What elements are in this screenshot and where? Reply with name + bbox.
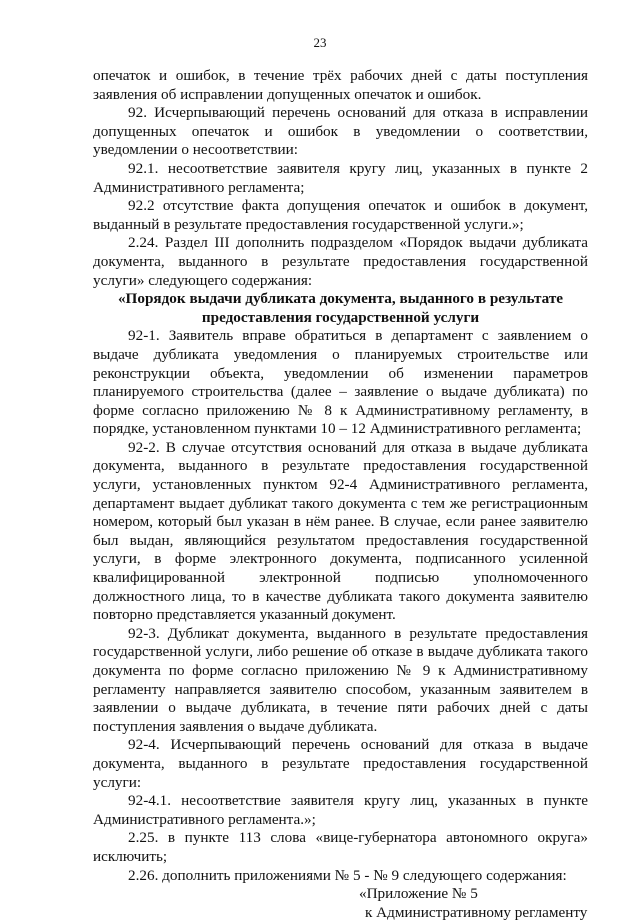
appendix-caption: к Административному регламенту [365,903,588,921]
paragraph: 92-1. Заявитель вправе обратиться в департамент с заявлением о выдаче дубликата уведомления о планируемых строительстве или реконструкции объекта, уведомлении об изменении параметров планируемого строительства (далее – заявление о выдаче дубликата) по форме согласно приложению № 8 к Административному регламенту, в порядке, установленном пунктами 10 – 12 Административного регламента; [93,327,588,438]
appendix-caption: «Приложение № 5 [359,885,478,903]
paragraph: 92-4.1. несоответствие заявителя кругу лиц, указанных в пункте Административного регламента.»; [93,792,588,828]
paragraph: 92-4. Исчерпывающий перечень оснований для отказа в выдаче документа, выданного в результате предоставления государственной услуги: [93,736,588,791]
paragraph: опечаток и ошибок, в течение трёх рабочих дней с даты поступления заявления об исправлении допущенных опечаток и ошибок. [93,67,588,103]
page-number: 23 [313,35,327,50]
paragraph: 92.1. несоответствие заявителя кругу лиц, указанных в пункте 2 Административного регламента; [93,159,588,196]
paragraph: 92-3. Дубликат документа, выданного в результате предоставления государственной услуги, либо решение об отказе в выдаче дубликата такого документа по форме согласно приложению № 9 к Административному регламенту направляется заявителю способом, указанным заявителем в заявлении о выдаче дубликата, в течение пяти рабочих дней с даты поступления заявления о выдаче дубликата. [93,624,588,735]
paragraph: 92.2 отсутствие факта допущения опечаток и ошибок в документ, выданный в результате предоставления государственной услуги.»; [93,197,588,233]
paragraph: 2.26. дополнить приложениями № 5 - № 9 следующего содержания: [128,866,567,884]
paragraph: 2.24. Раздел III дополнить подразделом «Порядок выдачи дубликата документа, выданного в результате предоставления государственной услуги» следующего содержания: [93,234,588,289]
paragraph: 2.25. в пункте 113 слова «вице-губернатора автономного округа» исключить; [93,829,588,865]
document-body [93,67,588,922]
paragraph: 92. Исчерпывающий перечень оснований для отказа в исправлении допущенных опечаток и ошибок в уведомлении о соответствии, уведомлении о несоответствии: [93,104,588,159]
section-heading: «Порядок выдачи дубликата документа, выданного в результате предоставления государственной услуги [117,290,564,326]
paragraph: 92-2. В случае отсутствия оснований для отказа в выдаче дубликата документа, выданного в результате предоставления государственной услуги, установленных пунктом 92-4 Административного регламента, департамент выдает дубликат такого документа с тем же регистрационным номером, который был указан в нём ранее. В случае, если ранее заявителю был выдан, являющийся результатом предоставления государственной услуги, в форме электронного документа, подписанного усиленной квалифицированной электронной подписью уполномоченного должностного лица, то в качестве дубликата такого документа заявителю повторно представляется указанный документ. [93,438,588,624]
